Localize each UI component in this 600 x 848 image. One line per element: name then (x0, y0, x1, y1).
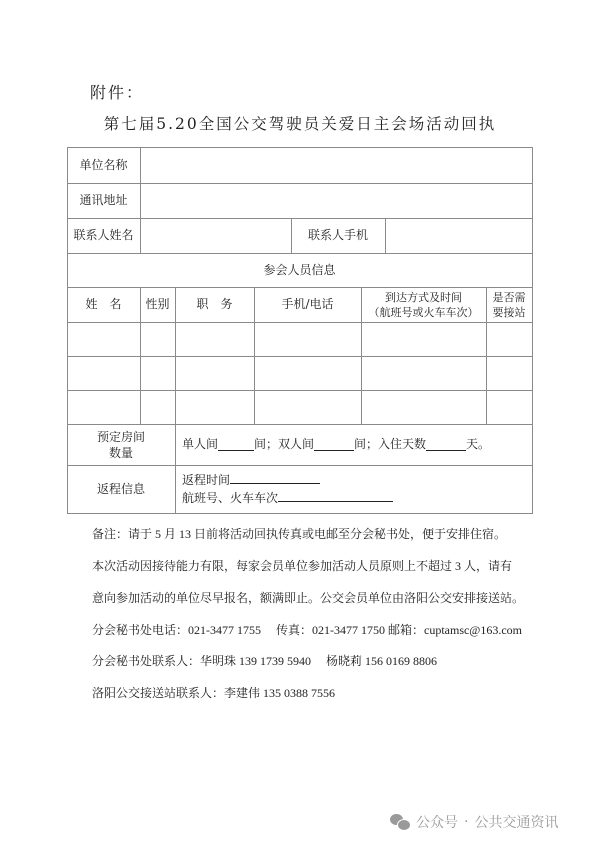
note-line-2: 本次活动因接待能力有限，每家会员单位参加活动人员原则上不超过 3 人，请有 (92, 559, 513, 573)
account-name: 公共交通资讯 (474, 815, 559, 831)
return-transport-blank[interactable] (278, 489, 393, 502)
single-room-blank[interactable] (218, 438, 254, 451)
contact-phone-field[interactable] (385, 218, 532, 253)
stay-days-blank[interactable] (426, 438, 466, 451)
unit-name-field[interactable] (140, 147, 532, 183)
attendee-row-2[interactable] (67, 356, 532, 390)
address-label: 通讯地址 (79, 193, 128, 207)
return-info-label: 返程信息 (96, 481, 145, 496)
single-room-label: 单人间 (182, 437, 219, 451)
return-transport-label: 航班号、火车车次 (182, 491, 279, 505)
column-header-position: 职 务 (196, 297, 233, 311)
platform-label: 公众号 (416, 815, 458, 831)
note-line-1: 备注：请于 5 月 13 日前将活动回执传真或电邮至分会秘书处，便于安排住宿。 (92, 527, 507, 541)
wechat-watermark (390, 812, 558, 832)
room-booking-field[interactable] (175, 424, 532, 465)
return-time-blank[interactable] (230, 471, 320, 484)
document-title: 第七届5.20全国公交驾驶员关爱日主会场活动回执 (103, 115, 497, 133)
pickup-contact: 洛阳公交接送站联系人：李建伟 135 0388 7556 (92, 686, 336, 700)
column-header-pickup: 是否需 要接站 (492, 290, 526, 319)
note-line-3: 意向参加活动的单位尽早报名，额满即止。公交会员单位由洛阳公交安排接送站。 (92, 591, 525, 605)
address-field[interactable] (140, 183, 532, 218)
secretariat-contacts: 分会秘书处联系人：华明珠 139 1739 5940 杨晓莉 156 0169 8806 (92, 654, 438, 668)
room-label: 预定房间 数量 (96, 429, 145, 460)
double-room-blank[interactable] (314, 438, 354, 451)
contact-name-label: 联系人姓名 (73, 228, 134, 242)
contact-name-field[interactable] (140, 218, 291, 253)
stay-days-label: 间；入住天数 (354, 437, 427, 451)
attendee-row-1[interactable] (67, 322, 532, 356)
column-header-phone: 手机/电话 (281, 297, 334, 311)
attendee-row-3[interactable] (67, 390, 532, 424)
return-time-label: 返程时间 (182, 473, 231, 487)
column-header-gender: 性别 (145, 297, 170, 311)
unit-name-label: 单位名称 (79, 157, 128, 172)
double-room-label: 间；双人间 (254, 437, 315, 451)
column-header-arrival: 到达方式及时间 （航班号或火车车次） (368, 290, 479, 319)
return-info-field (175, 465, 532, 513)
receipt-form-table (67, 147, 532, 513)
column-header-name: 姓 名 (85, 297, 122, 311)
wechat-icon (390, 814, 410, 830)
contact-phone-label: 联系人手机 (307, 228, 368, 242)
days-unit: 天。 (466, 437, 491, 451)
attendees-section-label: 参会人员信息 (263, 262, 336, 277)
separator: · (464, 814, 469, 830)
attachment-label: 附件： (90, 83, 145, 102)
contact-phone-fax-email: 分会秘书处电话：021-3477 1755 传真：021-3477 1750 邮箱：cuptamsc@163.com (92, 623, 523, 637)
